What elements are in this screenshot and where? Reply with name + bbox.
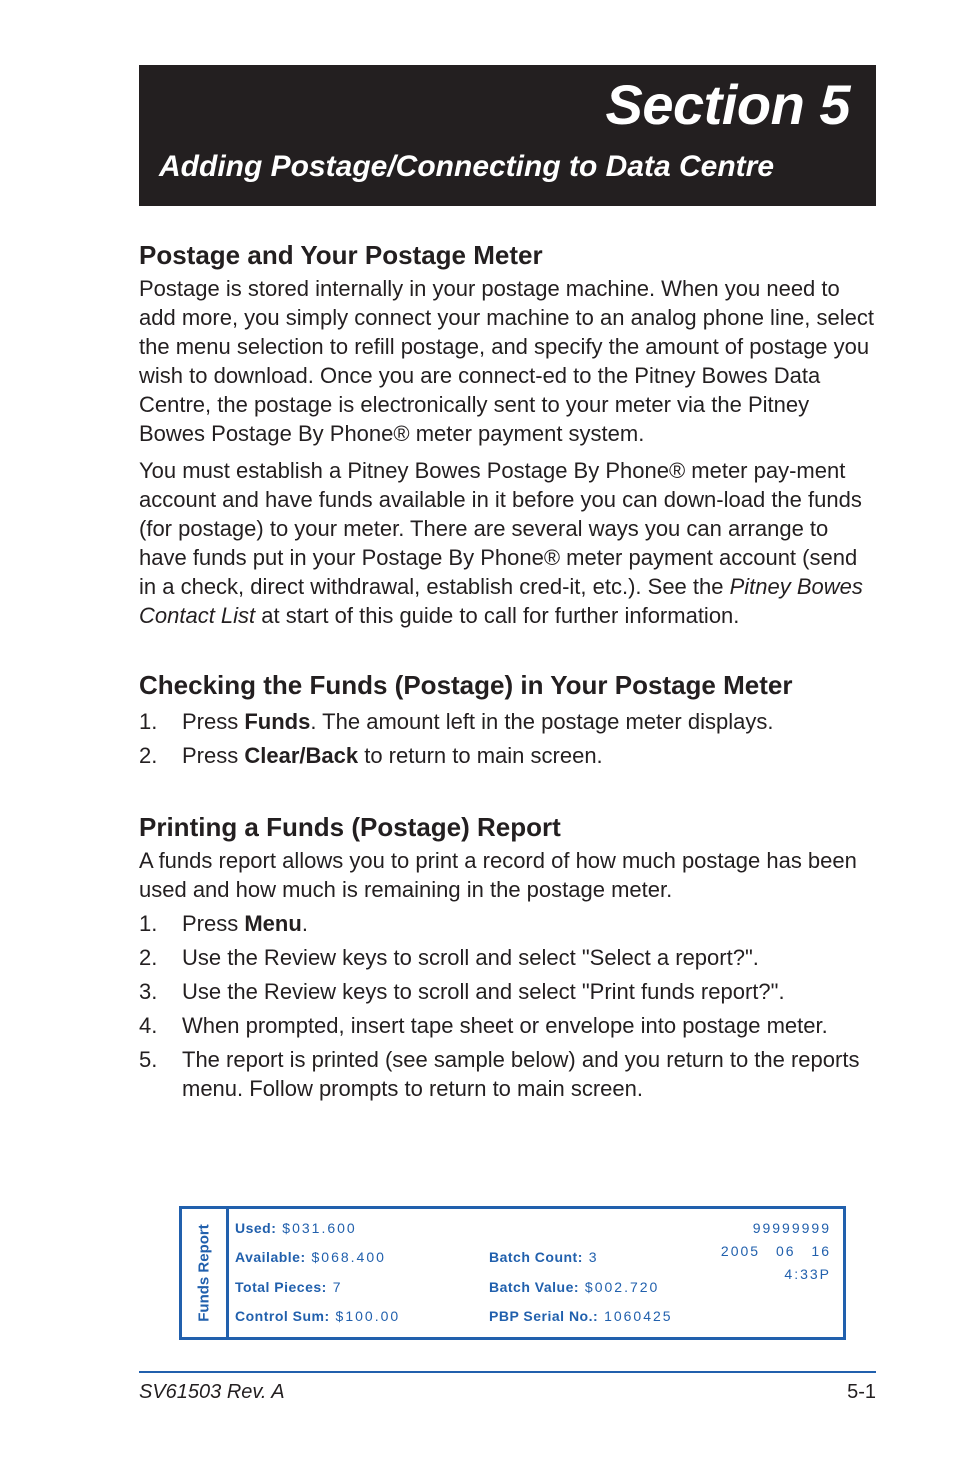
section-banner: [139, 65, 876, 206]
list-item: [139, 943, 879, 972]
report-meter-number: 99999999: [752, 1220, 831, 1236]
list-item: [139, 707, 879, 736]
list-item: [139, 977, 879, 1006]
checking-funds-steps: [139, 707, 879, 770]
field-value: 1060425: [604, 1308, 673, 1324]
step-text: Press: [182, 911, 245, 936]
section-title: Adding Postage/Connecting to Data Centre: [159, 150, 775, 183]
report-control-sum: [235, 1308, 400, 1324]
field-value: $068.400: [311, 1249, 386, 1265]
heading-checking-funds: Checking the Funds (Postage) in Your Postage Meter: [139, 670, 793, 700]
report-used: [235, 1220, 357, 1236]
page-number: 5-1: [847, 1381, 876, 1403]
field-value: $100.00: [335, 1308, 401, 1324]
step-text: Use the Review keys to scroll and select "Print funds report?".: [182, 979, 785, 1004]
step-text: Press: [182, 743, 245, 768]
printing-report-steps: [139, 909, 879, 1103]
page-content: [139, 238, 879, 1103]
key-name: Funds: [244, 709, 311, 734]
heading-postage-meter: Postage and Your Postage Meter: [139, 240, 543, 270]
paragraph-text: at start of this guide to call for further information.: [255, 603, 740, 628]
field-label: PBP Serial No.:: [489, 1308, 599, 1324]
step-text: to return to main screen.: [358, 743, 603, 768]
report-total-pieces: [235, 1279, 343, 1295]
step-text: . The amount left in the postage meter displays.: [310, 709, 774, 734]
report-available: [235, 1249, 386, 1265]
field-value: $031.600: [282, 1220, 357, 1236]
step-text: Use the Review keys to scroll and select "Select a report?".: [182, 945, 759, 970]
step-text: .: [301, 911, 308, 936]
report-side-title: Funds Report: [195, 1224, 213, 1322]
paragraph-funds-report-intro: A funds report allows you to print a record of how much postage has been used and how much is remaining in the postage meter.: [139, 848, 857, 902]
key-name: Menu: [244, 911, 302, 936]
field-value: $002.720: [584, 1279, 660, 1295]
paragraph-postage-stored: Postage is stored internally in your postage machine. When you need to add more, you simply connect your machine to an analog phone line, select the menu selection to refill postage, and specify the amount of postage you wish to download. Once you are connect-ed to the Pitney Bowes Data Centre, the postage is electronically sent to your meter via the Pitney Bowes Postage By Phone® meter payment system.: [139, 276, 874, 446]
footer-divider: [139, 1371, 876, 1373]
document-revision: SV61503 Rev. A: [139, 1381, 285, 1403]
field-label: Control Sum:: [235, 1308, 330, 1324]
report-date: 2005 06 16: [720, 1243, 831, 1259]
field-label: Batch Count:: [489, 1249, 583, 1265]
section-number: Section 5: [605, 73, 850, 136]
field-label: Batch Value:: [489, 1279, 580, 1295]
paragraph-text: You must establish a Pitney Bowes Postage By Phone® meter pay-ment account and have funds available in it before you can down-load the funds (for postage) to your meter. There are several ways you can arrange to have funds put in your Postage By Phone® meter payment account (send in a check, direct withdrawal, establish cred-it, etc.). See the: [139, 458, 862, 599]
contact-list-reference: Pitney Bowes Contact List: [139, 574, 863, 628]
step-number: 4.: [139, 1013, 158, 1038]
field-value: 3: [588, 1249, 599, 1265]
field-label: Available:: [235, 1249, 306, 1265]
list-item: [139, 741, 879, 770]
key-name: Clear/Back: [244, 743, 359, 768]
list-item: [139, 1011, 879, 1040]
report-serial-no: [489, 1308, 673, 1324]
field-label: Total Pieces:: [235, 1279, 327, 1295]
report-batch-value: [489, 1279, 659, 1295]
step-number: 2.: [139, 743, 158, 768]
paragraph-establish-account: [139, 456, 879, 630]
step-number: 1.: [139, 709, 158, 734]
field-label: Used:: [235, 1220, 277, 1236]
step-text: When prompted, insert tape sheet or envelope into postage meter.: [182, 1013, 828, 1038]
funds-report-sample: [179, 1206, 846, 1340]
list-item: [139, 1045, 879, 1103]
report-batch-count: [489, 1249, 599, 1265]
heading-printing-report: Printing a Funds (Postage) Report: [139, 812, 561, 842]
step-number: 2.: [139, 945, 158, 970]
list-item: [139, 909, 879, 938]
step-number: 5.: [139, 1047, 158, 1072]
step-text: The report is printed (see sample below) and you return to the reports menu. Follow prompts to return to main screen.: [182, 1047, 860, 1101]
report-time: 4:33P: [784, 1266, 831, 1282]
report-side-label: [182, 1209, 229, 1337]
step-number: 1.: [139, 911, 158, 936]
step-number: 3.: [139, 979, 158, 1004]
field-value: 7: [332, 1279, 343, 1295]
step-text: Press: [182, 709, 245, 734]
